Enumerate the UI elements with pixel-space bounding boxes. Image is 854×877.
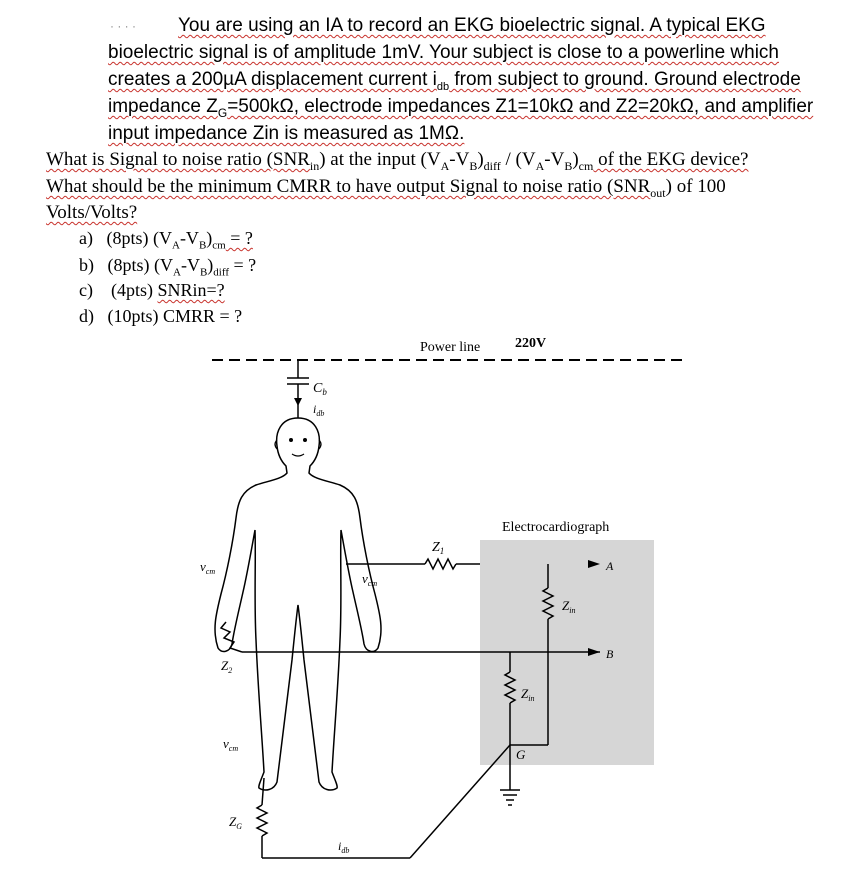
item-a-points: (8pts): [106, 228, 149, 248]
problem-line-5-text: input impedance Zin is measured as 1MΩ.: [108, 123, 465, 144]
vcm-mid-label: $v_{cm}$: [362, 571, 378, 588]
item-a-label: a): [79, 228, 93, 248]
q1-sub-a: A: [440, 158, 450, 173]
problem-line-2-text: bioelectric signal is of amplitude 1mV. Your subject is close to a powerline which: [108, 42, 779, 63]
item-a-sub-cm: cm: [212, 239, 226, 252]
q1-text: What is Signal to noise ratio (SNR: [46, 149, 310, 170]
right-eye: [303, 438, 307, 442]
item-b-close: ): [207, 255, 214, 275]
zg-resistor: [257, 805, 267, 836]
idb-bottom-label: $i_{db}$: [338, 839, 350, 855]
z1-resistor: [425, 559, 456, 569]
item-b-sub-b: B: [199, 266, 208, 279]
zg-wire-top: [262, 778, 264, 805]
z1-label: $Z_1$: [432, 540, 445, 556]
voltage-label: 220V: [515, 336, 547, 351]
item-a-sub-a: A: [171, 239, 180, 252]
idb-arrow-top: [294, 398, 302, 406]
q1-sub-diff: diff: [483, 158, 501, 173]
item-a-end: = ?: [225, 228, 253, 248]
q1-sub-a2: A: [535, 158, 545, 173]
vcm-low-label: $v_{cm}$: [223, 736, 239, 753]
item-b-dash: -V: [180, 255, 200, 275]
item-b-end: = ?: [228, 255, 257, 275]
problem-line-3-text: creates a 200µA displacement current i: [108, 69, 437, 90]
problem-line-1-text: You are using an IA to record an EKG bioelectric signal. A typical EKG: [178, 15, 766, 36]
vcm-left-label: $v_{cm}$: [200, 559, 216, 576]
problem-line-4-text: impedance Z: [108, 96, 218, 117]
item-b-label: b): [79, 255, 94, 275]
item-a-dash: -V: [179, 228, 199, 248]
return-diagonal-wire: [410, 745, 510, 858]
item-b-points: (8pts): [107, 255, 150, 275]
item-b-sub-diff: diff: [213, 266, 229, 279]
problem-line-3-rest: from subject to ground. Ground electrode: [449, 69, 801, 90]
cb-label: $C_b$: [313, 381, 327, 397]
q1-slash: / (V: [500, 149, 536, 170]
q1-end: of the EKG device?: [593, 149, 749, 170]
q2-end: ) of 100: [665, 176, 726, 197]
left-eye: [289, 438, 293, 442]
item-c-label: c): [79, 280, 93, 300]
q2-text: What should be the minimum CMRR to have output Signal to noise ratio (SNR: [46, 176, 651, 197]
q1-dash: -V: [449, 149, 470, 170]
z2-resistor: [221, 622, 242, 652]
item-d-label: d): [79, 306, 94, 326]
mouth: [292, 454, 304, 456]
q1-dash2: -V: [544, 149, 565, 170]
q1-sub-b2: B: [564, 158, 573, 173]
item-c-text: SNRin=?: [157, 280, 225, 300]
q2-line-2-text: Volts/Volts?: [46, 202, 138, 223]
item-d-points: (10pts): [107, 306, 159, 326]
item-b-expr: (V: [154, 255, 173, 275]
idb-top-label: $i_{db}$: [313, 402, 325, 418]
z2-label: $Z_2$: [221, 658, 233, 675]
cropped-artifact: · · · ·: [110, 19, 136, 33]
item-a-close: ): [206, 228, 213, 248]
idb-subscript: db: [436, 80, 450, 93]
item-d-text: CMRR = ?: [163, 306, 243, 326]
node-b-label: B: [606, 647, 614, 661]
zin-bot-label: $Z_{in}$: [521, 686, 535, 703]
item-c-points: (4pts): [110, 280, 153, 300]
ears: [275, 440, 321, 449]
node-g-label: G: [516, 747, 526, 762]
q1-mid: ) at the input (V: [319, 149, 441, 170]
zg-subscript: G: [217, 105, 228, 120]
item-b-sub-a: A: [173, 266, 181, 279]
q1-sub-b: B: [469, 158, 478, 173]
q1-close: ): [477, 149, 484, 170]
power-line-label: Power line: [420, 340, 481, 355]
q2-sub-out: out: [650, 185, 666, 200]
item-a-expr: (V: [152, 228, 172, 248]
q1-sub-in: in: [309, 158, 320, 173]
problem-line-4-rest: =500kΩ, electrode impedances Z1=10kΩ and Z2=20kΩ, and amplifier: [227, 96, 814, 117]
node-a-label: A: [606, 559, 614, 573]
human-body-outline: [215, 418, 381, 790]
zg-label: $Z_G$: [229, 814, 243, 831]
q1-sub-cm: cm: [578, 158, 594, 173]
item-a-sub-b: B: [198, 239, 207, 252]
electrocardiograph-label: Electrocardiograph: [502, 520, 610, 535]
zin-top-label: $Z_{in}$: [562, 598, 576, 615]
q1-close2: ): [572, 149, 579, 170]
